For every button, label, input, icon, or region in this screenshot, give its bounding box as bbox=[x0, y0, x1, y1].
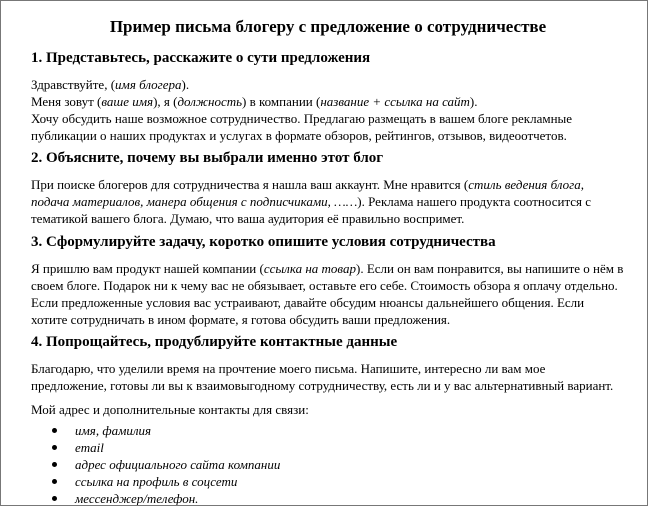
paragraph-line bbox=[31, 110, 631, 127]
paragraph-line bbox=[31, 127, 631, 144]
contact-item bbox=[28, 473, 280, 490]
body-text: ). Реклама нашего продукта соотносится с bbox=[357, 194, 592, 209]
bullet-icon bbox=[52, 445, 57, 450]
section-1-heading: 1. Представьтесь, расскажите о сути предложения bbox=[31, 50, 371, 66]
placeholder-text: название + ссылка на сайт bbox=[320, 94, 470, 109]
body-text: хотите сотрудничать в ином формате, я готова обсудить ваши предложения. bbox=[31, 312, 451, 327]
document-title: Пример письма блогеру с предложение о сотрудничестве bbox=[109, 17, 547, 36]
section-2-paragraph bbox=[31, 176, 631, 227]
placeholder-text: подача материалов, манера общения с подписчиками, …… bbox=[31, 194, 358, 209]
contacts-intro bbox=[31, 401, 631, 418]
contact-item-text: имя, фамилия bbox=[75, 423, 152, 438]
contact-item bbox=[28, 456, 280, 473]
body-text: тематикой вашего блога. Думаю, что ваша аудитория её правильно воспримет. bbox=[31, 211, 465, 226]
paragraph-line bbox=[31, 210, 631, 227]
contact-item-text: мессенджер/телефон. bbox=[75, 491, 199, 506]
body-text: Меня зовут ( bbox=[31, 94, 102, 109]
bullet-icon bbox=[52, 479, 57, 484]
section-2-heading: 2. Объясните, почему вы выбрали именно этот блог bbox=[31, 150, 384, 166]
paragraph-line bbox=[31, 311, 631, 328]
body-text: Благодарю, что уделили время на прочтение моего письма. Напишите, интересно ли вам мое bbox=[31, 361, 546, 376]
body-text: своем блоге. Подарок ни к чему вас не обязывает, оставьте его себе. Стоимость обзора я оплачу отдельно. bbox=[31, 278, 618, 293]
body-text: ). bbox=[181, 77, 190, 92]
section-1-paragraph bbox=[31, 76, 631, 144]
placeholder-text: должность bbox=[177, 94, 243, 109]
contact-item bbox=[28, 439, 280, 456]
section-4-heading: 4. Попрощайтесь, продублируйте контактные данные bbox=[31, 334, 398, 350]
placeholder-text: стиль ведения блога, bbox=[468, 177, 584, 192]
body-text: Хочу обсудить наше возможное сотрудничество. Предлагаю размещать в вашем блоге рекламные bbox=[31, 111, 573, 126]
contact-item-text: email bbox=[75, 440, 104, 455]
paragraph-line bbox=[31, 76, 631, 93]
placeholder-text: ваше имя bbox=[101, 94, 154, 109]
contact-item-text: адрес официального сайта компании bbox=[75, 457, 281, 472]
paragraph-line bbox=[31, 176, 631, 193]
paragraph-line bbox=[31, 193, 631, 210]
contacts-list bbox=[28, 422, 280, 506]
body-text: Я пришлю вам продукт нашей компании ( bbox=[31, 261, 264, 276]
bullet-icon bbox=[52, 496, 57, 501]
placeholder-text: имя блогера bbox=[115, 77, 182, 92]
paragraph-line bbox=[31, 377, 631, 394]
paragraph-line bbox=[31, 277, 631, 294]
contacts-intro-text: Мой адрес и дополнительные контакты для связи: bbox=[31, 402, 309, 417]
paragraph-line bbox=[31, 360, 631, 377]
section-3-heading: 3. Сформулируйте задачу, коротко опишите условия сотрудничества bbox=[31, 234, 496, 250]
paragraph-line bbox=[31, 294, 631, 311]
body-text: предложение, готовы ли вы к взаимовыгодному сотрудничеству, есть ли и у вас альтернативный вариант. bbox=[31, 378, 614, 393]
placeholder-text: ссылка на товар bbox=[263, 261, 356, 276]
paragraph-line bbox=[31, 260, 631, 277]
paragraph-line bbox=[31, 93, 631, 110]
section-3-paragraph bbox=[31, 260, 631, 328]
body-text: Если предложенные условия вас устраивают, давайте обсудим нюансы дальнейшего общения. Если bbox=[31, 295, 585, 310]
body-text: При поиске блогеров для сотрудничества я нашла ваш аккаунт. Мне нравится ( bbox=[31, 177, 469, 192]
body-text: ). bbox=[469, 94, 478, 109]
contact-item bbox=[28, 422, 280, 439]
body-text: Здравствуйте, ( bbox=[31, 77, 116, 92]
contact-item bbox=[28, 490, 280, 506]
bullet-icon bbox=[52, 462, 57, 467]
bullet-icon bbox=[52, 428, 57, 433]
body-text: ). Если он вам понравится, вы напишите о нём в bbox=[355, 261, 624, 276]
contact-item-text: ссылка на профиль в соцсети bbox=[75, 474, 238, 489]
body-text: ) в компании ( bbox=[242, 94, 321, 109]
body-text: публикации о наших продуктах и услугах в формате обзоров, рейтингов, отзывов, видеоотчетов. bbox=[31, 128, 567, 143]
body-text: ), я ( bbox=[153, 94, 178, 109]
section-4-paragraph bbox=[31, 360, 631, 394]
